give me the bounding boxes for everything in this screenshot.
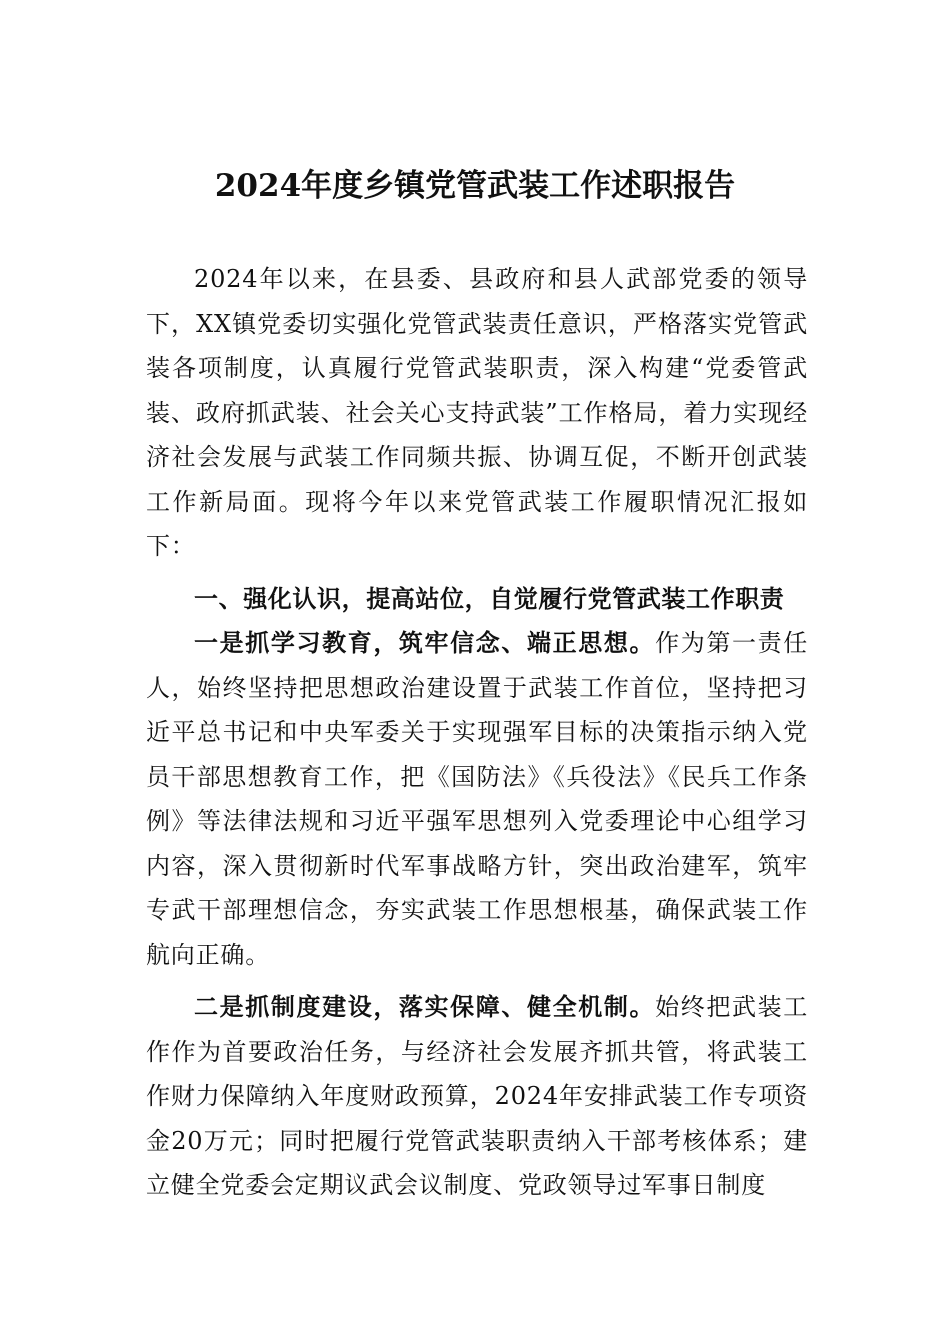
document-title: 2024年度乡镇党管武装工作述职报告 — [214, 168, 736, 204]
section-heading-1: 一、强化认识，提高站位，自觉履行党管武装工作职责 — [194, 584, 785, 613]
document-body — [146, 257, 808, 1208]
point-2-lead: 二是抓制度建设，落实保障、健全机制。 — [194, 992, 656, 1021]
point-2-text: 始终把武装工作作为首要政治任务，与经济社会发展齐抓共管，将武装工作财力保障纳入年度财政预算，2024年安排武装工作专项资金20万元；同时把履行党管武装职责纳入干部考核体系；建立健全党委会定期议武会议制度、党政领导过军事日制度 — [146, 993, 808, 1199]
intro-paragraph: 2024年以来，在县委、县政府和县人武部党委的领导下，XX镇党委切实强化党管武装责任意识，严格落实党管武装各项制度，认真履行党管武装职责，深入构建“党委管武装、政府抓武装、社会关心支持武装”工作格局，着力实现经济社会发展与武装工作同频共振、协调互促，不断开创武装工作新局面。现将今年以来党管武装工作履职情况汇报如下： — [146, 265, 808, 560]
paragraph-gap — [146, 569, 808, 577]
point-1-paragraph — [146, 621, 808, 977]
point-2-paragraph — [146, 985, 808, 1208]
point-1-lead: 一是抓学习教育，筑牢信念、端正思想。 — [194, 628, 656, 657]
paragraph-gap — [146, 977, 808, 985]
point-1-text: 作为第一责任人，始终坚持把思想政治建设置于武装工作首位，坚持把习近平总书记和中央军委关于实现强军目标的决策指示纳入党员干部思想教育工作，把《国防法》《兵役法》《民兵工作条例》等法律法规和习近平强军思想列入党委理论中心组学习内容，深入贯彻新时代军事战略方针，突出政治建军，筑牢专武干部理想信念，夯实武装工作思想根基，确保武装工作航向正确。 — [146, 629, 808, 969]
